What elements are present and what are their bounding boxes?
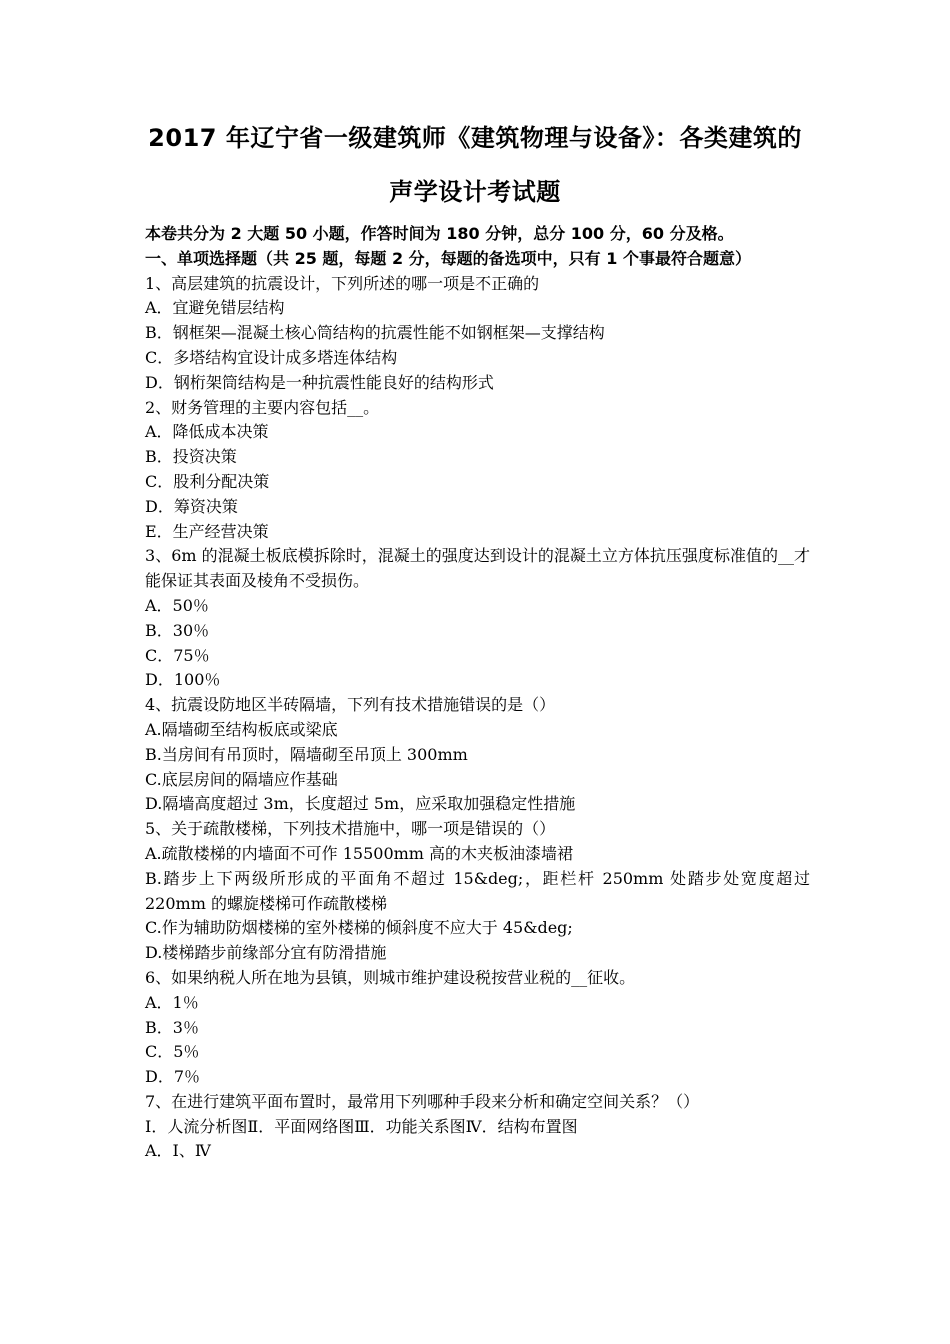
text-line: E．生产经营决策 (145, 521, 269, 541)
text-line: 7、在进行建筑平面布置时，最常用下列哪种手段来分析和确定空间关系？（） (145, 1091, 700, 1111)
text-line: D．筹资决策 (145, 496, 238, 516)
text-line: A．1％ (145, 992, 199, 1012)
text-line: 5、关于疏散楼梯，下列技术措施中，哪一项是错误的（） (145, 819, 556, 839)
document-title-line-2: 声学设计考试题 (389, 178, 561, 206)
text-line: A．宜避免错层结构 (145, 298, 285, 318)
text-line: B.踏步上下两级所形成的平面角不超过 15&deg;，距栏杆 250mm 处踏步处宽度超过 220mm 的螺旋楼梯可作疏散楼梯 (145, 868, 810, 913)
text-line: B．投资决策 (145, 447, 237, 467)
text-line: C．75％ (145, 645, 210, 665)
text-line: D．钢桁架筒结构是一种抗震性能良好的结构形式 (145, 372, 494, 392)
text-line: D.楼梯踏步前缘部分宜有防滑措施 (145, 943, 387, 963)
text-line: C.底层房间的隔墙应作基础 (145, 769, 338, 789)
document-title-line-1: 2017 年辽宁省一级建筑师《建筑物理与设备》：各类建筑的 (148, 124, 802, 152)
text-line: 1、高层建筑的抗震设计，下列所述的哪一项是不正确的 (145, 273, 540, 293)
document-body (145, 222, 810, 1164)
text-line: A.疏散楼梯的内墙面不可作 15500mm 高的木夹板油漆墙裙 (145, 843, 574, 863)
text-line: C．多塔结构宜设计成多塔连体结构 (145, 347, 398, 367)
text-line: C．5％ (145, 1042, 200, 1062)
text-line: B.当房间有吊顶时，隔墙砌至吊顶上 300mm (145, 744, 468, 764)
text-line: 4、抗震设防地区半砖隔墙，下列有技术措施错误的是（） (145, 695, 556, 715)
text-line: B．3％ (145, 1017, 199, 1037)
text-line: D．7％ (145, 1067, 201, 1087)
text-line: D．100％ (145, 670, 221, 690)
text-line: 一、单项选择题（共 25 题，每题 2 分，每题的备选项中，只有 1 个事最符合题意） (145, 248, 751, 268)
text-line: A．Ⅰ、Ⅳ (145, 1141, 211, 1161)
text-line: 3、6m 的混凝土板底模拆除时，混凝土的强度达到设计的混凝土立方体抗压强度标准值的__才能保证其表面及棱角不受损伤。 (145, 546, 810, 591)
text-line: C．股利分配决策 (145, 471, 270, 491)
text-line: A.隔墙砌至结构板底或梁底 (145, 719, 338, 739)
text-line: Ⅰ．人流分析图Ⅱ．平面网络图Ⅲ．功能关系图Ⅳ．结构布置图 (145, 1116, 578, 1136)
text-line: 本卷共分为 2 大题 50 小题，作答时间为 180 分钟，总分 100 分，60 分及格。 (145, 224, 734, 243)
text-line: B．30％ (145, 620, 210, 640)
text-line: B．钢框架—混凝土核心筒结构的抗震性能不如钢框架—支撑结构 (145, 323, 605, 343)
text-line: C.作为辅助防烟楼梯的室外楼梯的倾斜度不应大于 45&deg; (145, 918, 573, 938)
text-line: 2、财务管理的主要内容包括__。 (145, 397, 380, 417)
text-line: A．降低成本决策 (145, 422, 269, 442)
text-line: A．50％ (145, 595, 209, 615)
text-line: 6、如果纳税人所在地为县镇，则城市维护建设税按营业税的__征收。 (145, 967, 636, 987)
text-line: D.隔墙高度超过 3m，长度超过 5m，应采取加强稳定性措施 (145, 794, 576, 814)
